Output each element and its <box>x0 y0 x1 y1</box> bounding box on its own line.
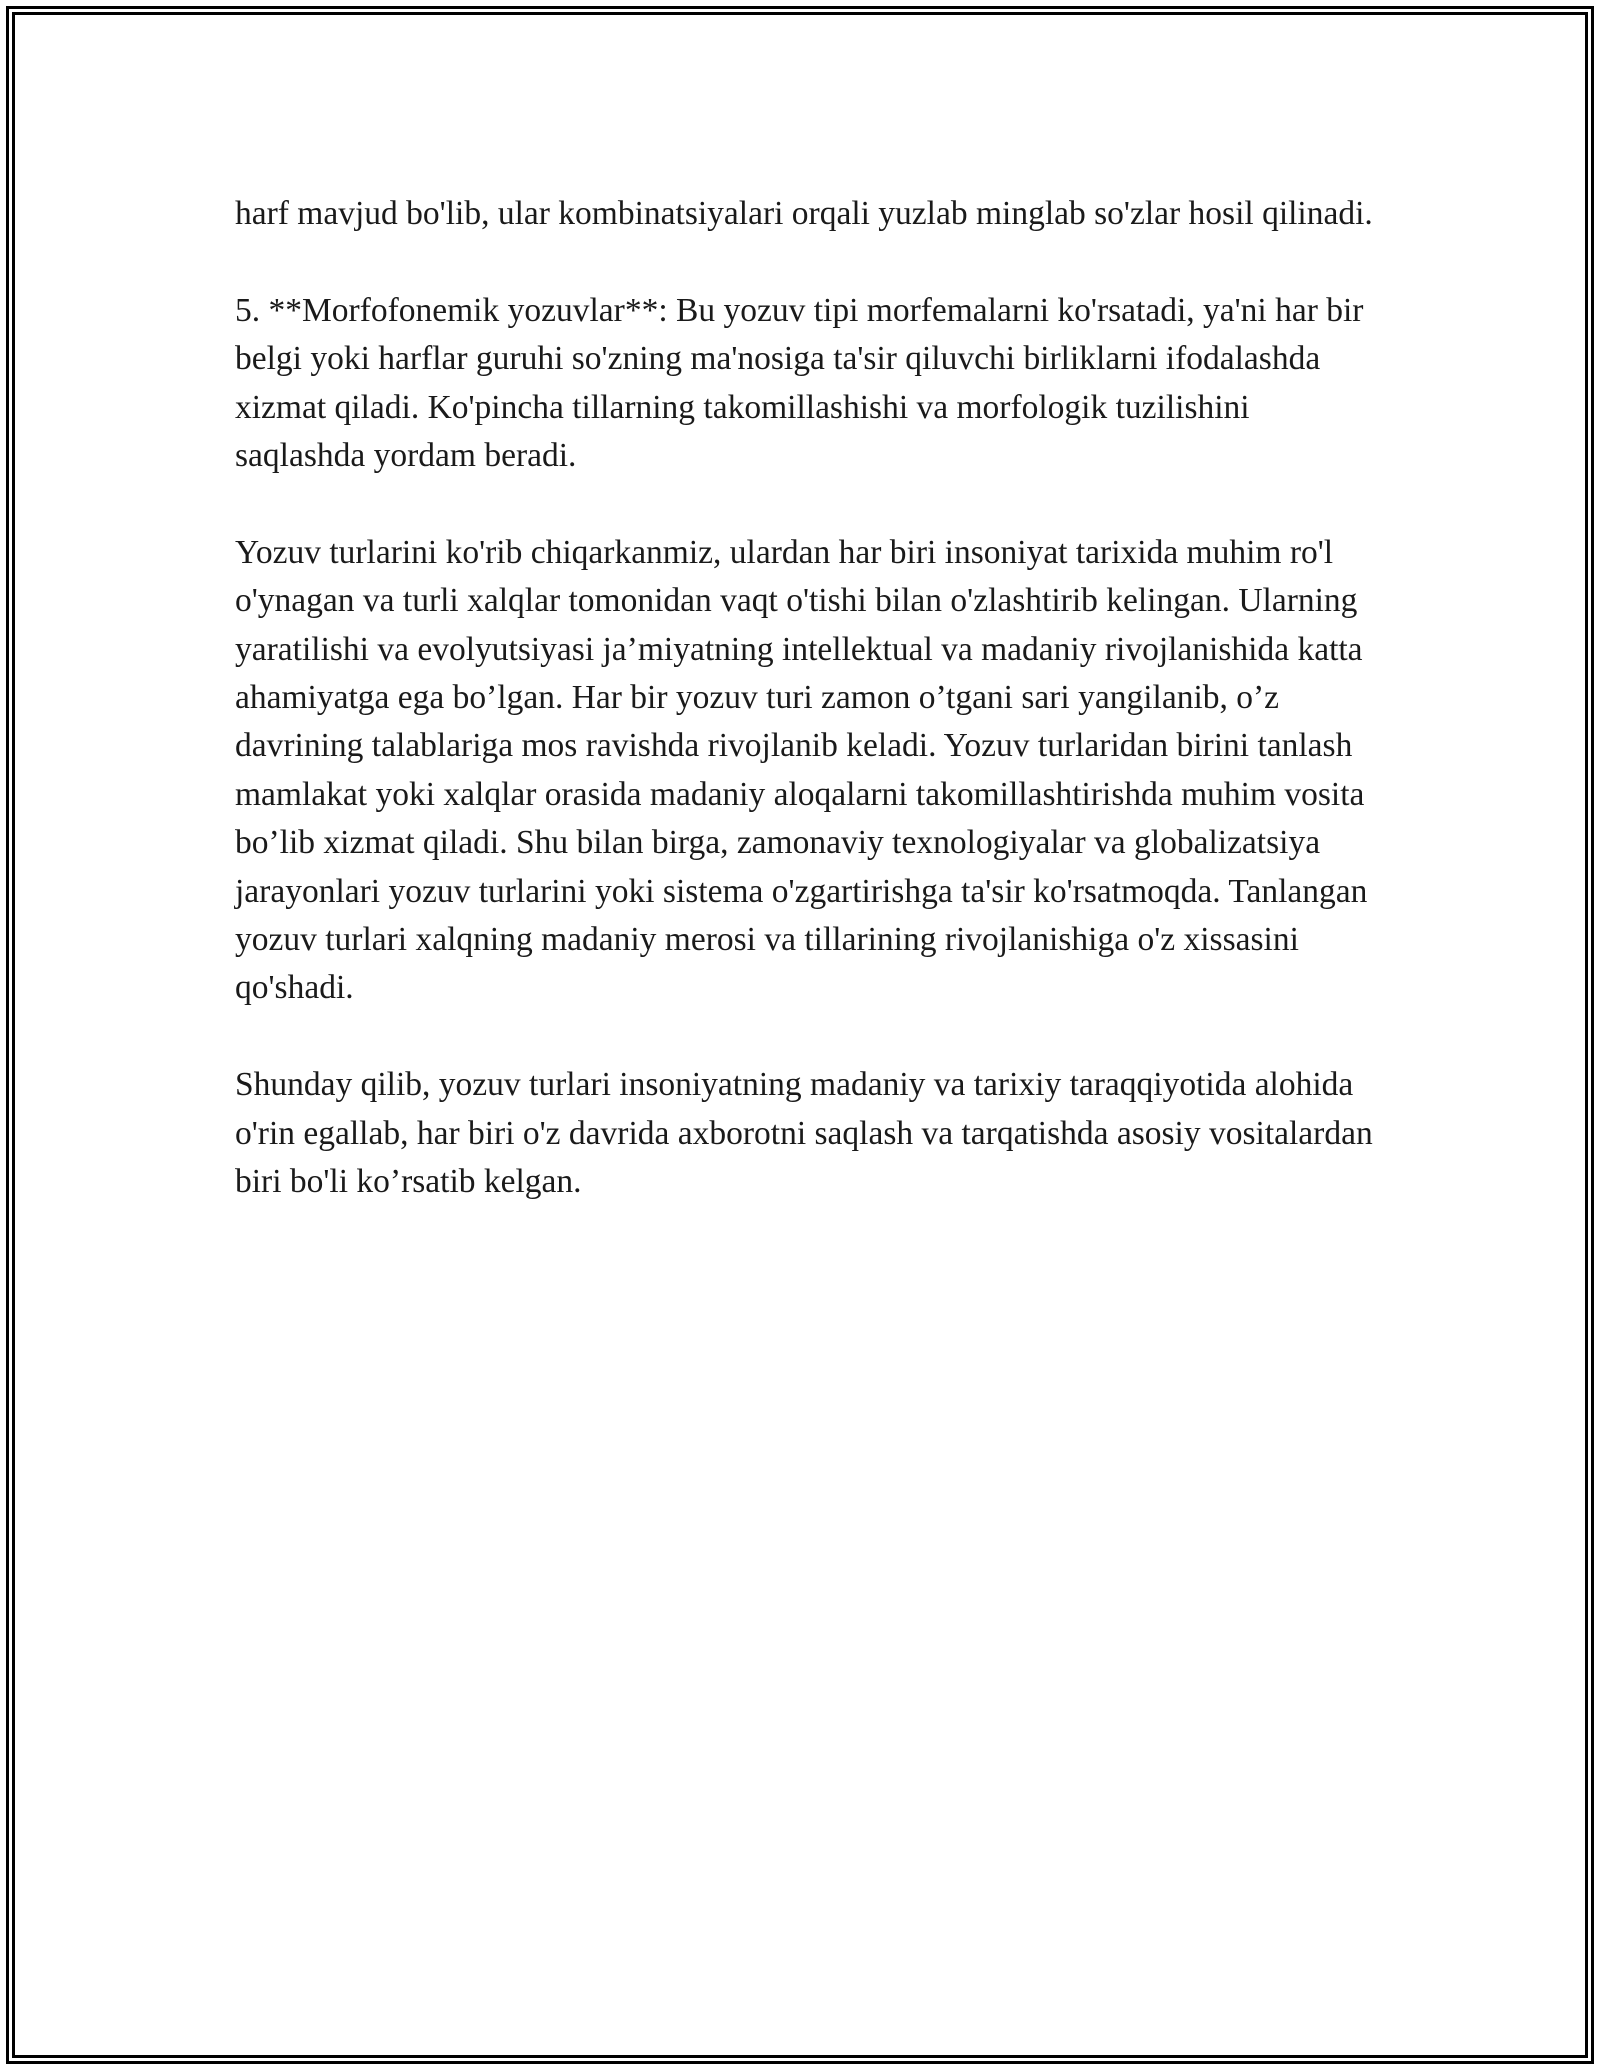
document-body <box>235 190 1385 1255</box>
paragraph-continuation: harf mavjud bo'lib, ular kombinatsiyalari orqali yuzlab minglab so'zlar hosil qilinadi. <box>235 195 1373 232</box>
paragraph-conclusion: Shunday qilib, yozuv turlari insoniyatning madaniy va tarixiy taraqqiyotida alohida o'rin egallab, har biri o'z davrida axborotni saqlash va tarqatishda asosiy vositalardan biri bo'li ko’rsatib kelgan. <box>235 1066 1373 1201</box>
paragraph-yozuv-turlari: Yozuv turlarini ko'rib chiqarkanmiz, ulardan har biri insoniyat tarixida muhim ro'l o'ynagan va turli xalqlar tomonidan vaqt o'tishi bilan o'zlashtirib kelingan. Ularning yaratilishi va evolyutsiyasi ja’miyatning intellektual va madaniy rivojlanishida katta ahamiyatga ega bo’lgan. Har bir yozuv turi zamon o’tgani sari yangilanib, o’z davrining talablariga mos ravishda rivojlanib keladi. Yozuv turlaridan birini tanlash mamlakat yoki xalqlar orasida madaniy aloqalarni takomillashtirishda muhim vosita bo’lib xizmat qiladi. Shu bilan birga, zamonaviy texnologiyalar va globalizatsiya jarayonlari yozuv turlarini yoki sistema o'zgartirishga ta'sir ko'rsatmoqda. Tanlangan yozuv turlari xalqning madaniy merosi va tillarining rivojlanishiga o'z xissasini qo'shadi. <box>235 533 1368 1007</box>
paragraph-morfofonemik: 5. **Morfofonemik yozuvlar**: Bu yozuv tipi morfemalarni ko'rsatadi, ya'ni har bir belgi yoki harflar guruhi so'zning ma'nosiga ta'sir qiluvchi birliklarni ifodalashda xizmat qiladi. Ko'pincha tillarning takomillashishi va morfologik tuzilishini saqlashda yordam beradi. <box>235 291 1364 475</box>
